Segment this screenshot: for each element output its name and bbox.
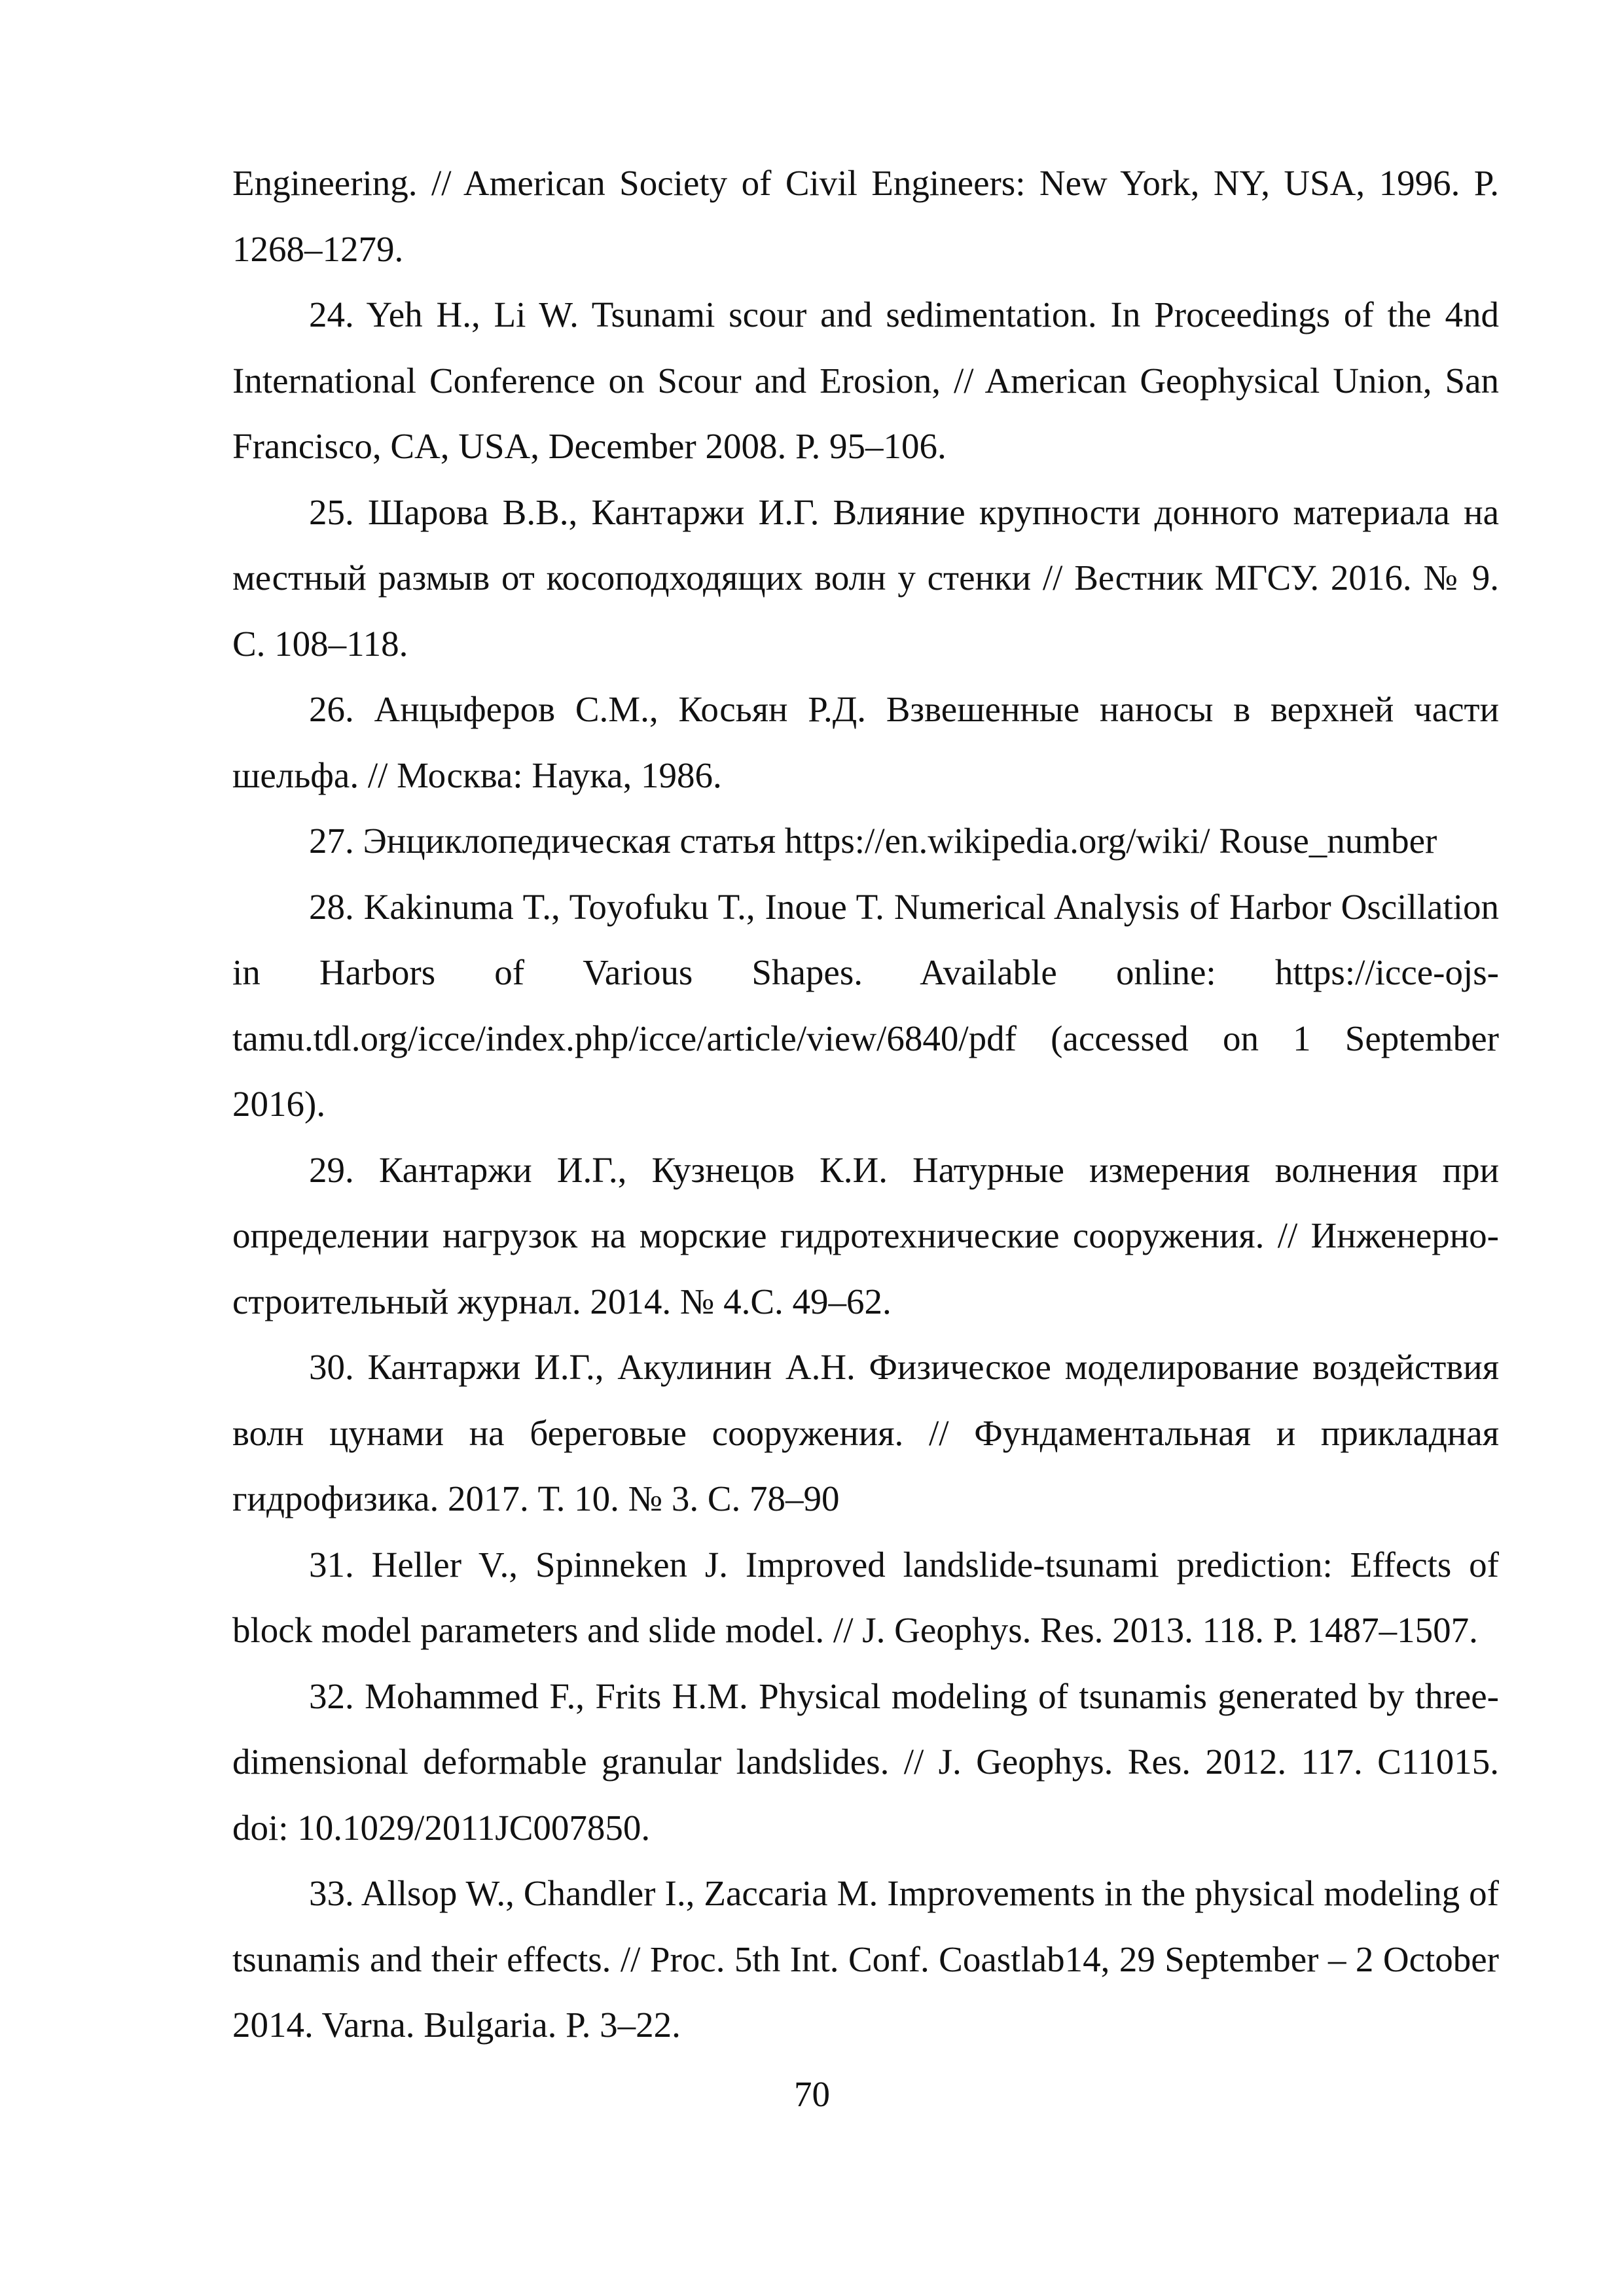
reference-item-32: 32. Mohammed F., Frits H.M. Physical modeling of tsunamis generated by three-dimensional deformable granular landslides. // J. Geophys. Res. 2012. 117. C11015. doi: 10.1029/2011JC007850. bbox=[232, 1676, 1499, 1848]
reference-item-27: 27. Энциклопедическая статья https://en.wikipedia.org/wiki/ Rouse_number bbox=[309, 821, 1437, 861]
reference-item-33: 33. Allsop W., Chandler I., Zaccaria M. Improvements in the physical modeling of tsunamis and their effects. // Proc. 5th Int. Conf. Coastlab14, 29 September – 2 October 2014. Varna. Bulgaria. P. 3–22. bbox=[232, 1873, 1499, 2045]
reference-item-30: 30. Кантаржи И.Г., Акулинин А.Н. Физическое моделирование воздействия волн цунами на береговые сооружения. // Фундаментальная и прикладная гидрофизика. 2017. Т. 10. № 3. С. 78–90 bbox=[232, 1347, 1499, 1518]
reference-list bbox=[232, 151, 1499, 2058]
reference-item-24: 24. Yeh H., Li W. Tsunami scour and sedimentation. In Proceedings of the 4nd International Conference on Scour and Erosion, // American Geophysical Union, San Francisco, CA, USA, December 2008. P. 95–106. bbox=[232, 295, 1499, 466]
reference-item-23-continued: Engineering. // American Society of Civil Engineers: New York, NY, USA, 1996. P. 1268–1279. bbox=[232, 163, 1499, 269]
reference-item-28: 28. Kakinuma T., Toyofuku T., Inoue T. Numerical Analysis of Harbor Oscillation in Harbors of Various Shapes. Available online: https://icce-ojs-tamu.tdl.org/icce/index.php/icce/article/view/6840/pdf (accessed on 1 September 2016). bbox=[232, 886, 1499, 1124]
reference-item-31: 31. Heller V., Spinneken J. Improved landslide-tsunami prediction: Effects of block model parameters and slide model. // J. Geophys. Res. 2013. 118. P. 1487–1507. bbox=[232, 1544, 1499, 1650]
reference-item-26: 26. Анцыферов С.М., Косьян Р.Д. Взвешенные наносы в верхней части шельфа. // Москва: Наука, 1986. bbox=[232, 689, 1499, 795]
page-number: 70 bbox=[794, 2074, 830, 2114]
reference-item-25: 25. Шарова В.В., Кантаржи И.Г. Влияние крупности донного материала на местный размыв от косоподходящих волн у стенки // Вестник МГСУ. 2016. № 9. С. 108–118. bbox=[232, 492, 1499, 664]
reference-item-29: 29. Кантаржи И.Г., Кузнецов К.И. Натурные измерения волнения при определении нагрузок на морские гидротехнические сооружения. // Инженерно-строительный журнал. 2014. № 4.С. 49–62. bbox=[232, 1149, 1499, 1321]
